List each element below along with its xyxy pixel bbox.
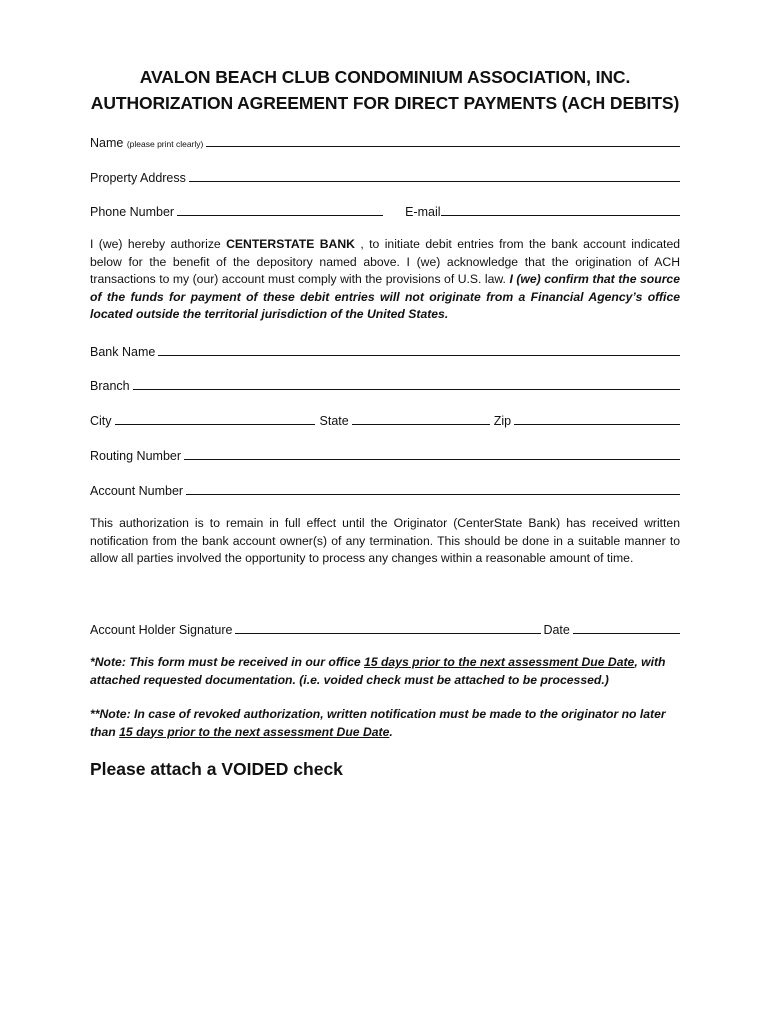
- name-field[interactable]: [206, 145, 680, 147]
- signature-label: Account Holder Signature: [90, 623, 233, 637]
- phone-label: Phone Number: [90, 205, 175, 219]
- deadline-text: 15 days prior to the next assessment Due Date: [364, 655, 635, 669]
- state-label: State: [319, 414, 349, 428]
- property-address-label: Property Address: [90, 171, 186, 185]
- property-address-row: [90, 167, 680, 185]
- zip-field[interactable]: [514, 423, 680, 425]
- phone-field[interactable]: [177, 214, 383, 216]
- state-field[interactable]: [352, 423, 490, 425]
- bank-name-row: [90, 341, 680, 359]
- signature-field[interactable]: [235, 632, 541, 634]
- branch-field[interactable]: [133, 388, 680, 390]
- account-number-row: [90, 480, 680, 498]
- revocation-deadline-text: 15 days prior to the next assessment Due Date: [119, 724, 390, 739]
- branch-label: Branch: [90, 379, 130, 393]
- routing-number-label: Routing Number: [90, 449, 182, 463]
- date-label: Date: [543, 623, 570, 637]
- form-title: AUTHORIZATION AGREEMENT FOR DIRECT PAYMENTS (ACH DEBITS): [90, 93, 680, 113]
- note-due-date: *Note: This form must be received in our office 15 days prior to the next assessment Due Date, with attached requested documentation. (i.e. voided check must be attached to be processed.): [90, 655, 666, 687]
- authorization-term-paragraph: This authorization is to remain in full effect until the Originator (CenterState Bank) has received written notification from the bank account owner(s) of any termination. This should be done in a suitable manner to allow all parties involved the opportunity to process any changes within a reasonable amount of time.: [90, 516, 680, 565]
- city-label: City: [90, 414, 112, 428]
- name-label: Name (please print clearly): [90, 136, 204, 150]
- bank-name-label: Bank Name: [90, 345, 156, 359]
- branch-row: [90, 375, 680, 393]
- authorization-paragraph: I (we) hereby authorize CENTERSTATE BANK , to initiate debit entries from the bank account indicated below for the benefit of the depository named above. I (we) acknowledge that the origination of ACH transactions to my (our) account must comply with the provisions of U.S. law. I (we) confirm that the source of the funds for payment of these debit entries will not originate from a Financial Agency’s office located outside the territorial jurisdiction of the United States.: [90, 237, 681, 321]
- funds-confirmation: I (we) confirm that the source of the funds for payment of these debit entries will not originate from a Financial Agency’s office located outside the territorial jurisdiction of the United States.: [90, 272, 680, 321]
- note-revocation: **Note: In case of revoked authorization, written notification must be made to the originator no later than 15 days prior to the next assessment Due Date.: [90, 707, 666, 739]
- name-hint: (please print clearly): [126, 139, 204, 149]
- city-state-zip-row: [90, 410, 680, 428]
- routing-number-row: [90, 445, 680, 463]
- email-label: E-mail: [405, 205, 441, 219]
- routing-number-field[interactable]: [184, 458, 680, 460]
- date-field[interactable]: [573, 632, 680, 634]
- account-number-label: Account Number: [90, 484, 184, 498]
- association-title: AVALON BEACH CLUB CONDOMINIUM ASSOCIATION, INC.: [139, 67, 631, 87]
- zip-label: Zip: [493, 414, 512, 428]
- bank-name-text: CENTERSTATE BANK: [226, 237, 355, 251]
- property-address-field[interactable]: [189, 180, 680, 182]
- phone-email-row: [90, 201, 680, 219]
- email-field[interactable]: [441, 214, 681, 216]
- name-row: [90, 132, 680, 150]
- city-field[interactable]: [115, 423, 315, 425]
- signature-date-row: [90, 619, 680, 637]
- attach-voided-check-instruction: Please attach a VOIDED check: [90, 759, 343, 779]
- bank-name-field[interactable]: [158, 354, 680, 356]
- account-number-field[interactable]: [186, 493, 680, 495]
